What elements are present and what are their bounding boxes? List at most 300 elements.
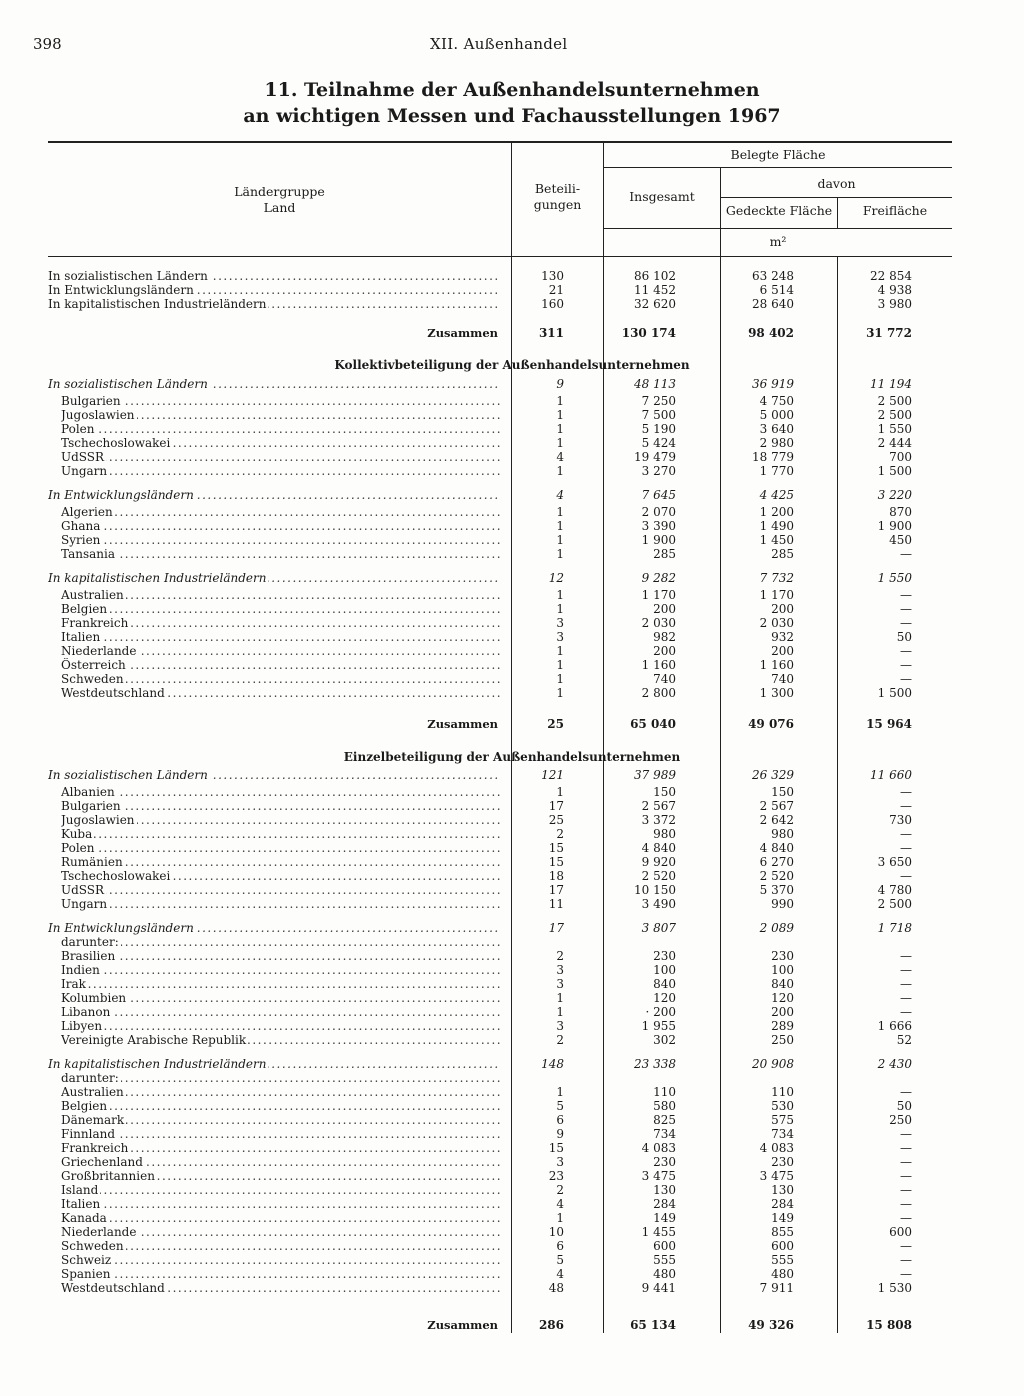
row-value-col2: 130: [653, 1183, 676, 1197]
row-value-col1: 1: [556, 1085, 564, 1099]
row-label: Belgien .....: [61, 602, 500, 616]
row-value-col4: 1 900: [877, 519, 912, 533]
row-value-col2: 150: [653, 785, 676, 799]
row-value-col2: 230: [653, 949, 676, 963]
row-value-col3: 1 300: [759, 686, 794, 700]
row-value-col3: 734: [771, 1127, 794, 1141]
row-value-col2: 9 282: [641, 571, 676, 585]
row-value-col4: —: [900, 658, 912, 672]
row-label: In Entwicklungsländern .....: [48, 488, 500, 502]
row-label: Schweden .....: [61, 1239, 500, 1253]
row-value-col1: 3: [556, 1155, 564, 1169]
row-label: In Entwicklungsländern .....: [48, 283, 500, 297]
group-row: [0, 571, 1024, 585]
header-insgesamt: Insgesamt: [629, 189, 695, 204]
row-value-col1: 3: [556, 1019, 564, 1033]
row-value-col3: 285: [771, 547, 794, 561]
row-value-col2: 3 475: [641, 1169, 676, 1183]
row-value-col3: 4 425: [759, 488, 794, 502]
row-value-col3: 2 980: [759, 436, 794, 450]
row-label: Kolumbien .....: [61, 991, 500, 1005]
row-value-col1: 4: [556, 488, 564, 502]
row-value-col2: 7 500: [641, 408, 676, 422]
row-value-col2: 65 040: [630, 717, 676, 731]
row-value-col1: 1: [556, 547, 564, 561]
row-value-col3: 230: [771, 949, 794, 963]
row-value-col1: 4: [556, 450, 564, 464]
row-label: Niederlande .....: [61, 1225, 500, 1239]
row-value-col3: 110: [771, 1085, 794, 1099]
row-value-col3: 18 779: [752, 450, 794, 464]
row-value-col2: 284: [653, 1197, 676, 1211]
table-row: [0, 602, 1024, 616]
row-label: Schweden .....: [61, 672, 500, 686]
row-label: Italien .....: [61, 1197, 500, 1211]
row-value-col2: 302: [653, 1033, 676, 1047]
row-value-col1: 1: [556, 533, 564, 547]
header-unit: m²: [769, 234, 787, 249]
table-row: [0, 686, 1024, 700]
row-label: Jugoslawien .....: [61, 813, 500, 827]
table-row: [0, 977, 1024, 991]
row-value-col3: 250: [771, 1033, 794, 1047]
table-row: [0, 841, 1024, 855]
table-row: [0, 644, 1024, 658]
page-number: 398: [33, 35, 62, 53]
table-row: [0, 519, 1024, 533]
row-value-col4: 1 550: [877, 422, 912, 436]
row-value-col1: 1: [556, 658, 564, 672]
row-value-col3: 1 160: [759, 658, 794, 672]
row-value-col1: 17: [548, 921, 564, 935]
row-value-col3: 1 490: [759, 519, 794, 533]
row-label: Österreich .....: [61, 658, 500, 672]
row-value-col4: —: [900, 963, 912, 977]
table-row: [0, 1127, 1024, 1141]
row-label: Westdeutschland .....: [61, 1281, 500, 1295]
row-value-col4: 2 500: [877, 897, 912, 911]
row-value-col2: 7 250: [641, 394, 676, 408]
row-label: Italien .....: [61, 630, 500, 644]
note-row: [0, 1071, 1024, 1085]
unit-rule: [604, 228, 952, 229]
row-value-col3: 49 076: [748, 717, 794, 731]
table-title-line1: 11. Teilnahme der Außenhandelsunternehmen: [264, 79, 760, 101]
table-row: [0, 1085, 1024, 1099]
row-value-col2: 4 083: [641, 1141, 676, 1155]
row-value-col3: 6 514: [759, 283, 794, 297]
table-row: [0, 785, 1024, 799]
group-row: [0, 768, 1024, 782]
row-value-col1: 1: [556, 588, 564, 602]
table-row: [0, 658, 1024, 672]
running-head: XII. Außenhandel: [430, 35, 568, 53]
note-row: [0, 935, 1024, 949]
row-label: Jugoslawien .....: [61, 408, 500, 422]
row-value-col1: 1: [556, 672, 564, 686]
row-value-col3: 530: [771, 1099, 794, 1113]
table-row: [0, 533, 1024, 547]
row-label: Belgien .....: [61, 1099, 500, 1113]
section-title-einzel: Einzelbeteiligung der Außenhandelsunternehmen: [343, 750, 681, 764]
table-row: [0, 547, 1024, 561]
row-value-col3: 63 248: [752, 269, 794, 283]
row-value-col2: 740: [653, 672, 676, 686]
row-value-col1: 2: [556, 827, 564, 841]
row-value-col4: 1 550: [877, 571, 912, 585]
row-value-col4: —: [900, 644, 912, 658]
row-value-col3: 1 200: [759, 505, 794, 519]
row-value-col2: 555: [653, 1253, 676, 1267]
row-value-col1: 5: [556, 1253, 564, 1267]
row-label: Australien .....: [61, 588, 500, 602]
row-value-col1: 9: [556, 1127, 564, 1141]
row-value-col4: 700: [889, 450, 912, 464]
row-value-col2: 3 390: [641, 519, 676, 533]
row-value-col2: 10 150: [634, 883, 676, 897]
table-row: [0, 588, 1024, 602]
group-row: [0, 1057, 1024, 1071]
section-title-kollektiv: Kollektivbeteiligung der Außenhandelsunternehmen: [334, 358, 690, 372]
row-value-col1: 130: [541, 269, 564, 283]
row-value-col2: 65 134: [630, 1318, 676, 1332]
table-row: [0, 1183, 1024, 1197]
row-value-col2: 825: [653, 1113, 676, 1127]
row-value-col4: —: [900, 841, 912, 855]
row-value-col2: · 200: [645, 1005, 676, 1019]
row-label: Bulgarien .....: [61, 799, 500, 813]
row-value-col2: 48 113: [634, 377, 676, 391]
row-label: Libanon .....: [61, 1005, 500, 1019]
table-row: [0, 505, 1024, 519]
row-value-col1: 5: [556, 1099, 564, 1113]
row-value-col3: 36 919: [752, 377, 794, 391]
row-value-col4: 2 444: [877, 436, 912, 450]
row-value-col3: 200: [771, 602, 794, 616]
row-label: Ungarn .....: [61, 897, 500, 911]
table-row: [0, 949, 1024, 963]
row-label: Tschechoslowakei .....: [61, 869, 500, 883]
row-label: Ghana .....: [61, 519, 500, 533]
row-label: Spanien .....: [61, 1267, 500, 1281]
row-value-col3: 130: [771, 1183, 794, 1197]
row-label: Australien .....: [61, 1085, 500, 1099]
row-value-col1: 3: [556, 616, 564, 630]
row-value-col1: 48: [548, 1281, 564, 1295]
row-label: Schweiz .....: [61, 1253, 500, 1267]
row-value-col1: 121: [541, 768, 564, 782]
row-value-col4: 4 780: [877, 883, 912, 897]
table-title-line2: an wichtigen Messen und Fachausstellungen 1967: [243, 105, 781, 127]
row-value-col2: 3 270: [641, 464, 676, 478]
row-label: Albanien .....: [61, 785, 500, 799]
row-value-col2: 2 070: [641, 505, 676, 519]
row-label: Dänemark .....: [61, 1113, 500, 1127]
table-row: [0, 1239, 1024, 1253]
row-value-col4: —: [900, 1183, 912, 1197]
row-value-col1: 21: [548, 283, 564, 297]
summary-row: [0, 297, 1024, 311]
row-value-col3: 4 750: [759, 394, 794, 408]
row-value-col4: —: [900, 785, 912, 799]
row-value-col4: —: [900, 1197, 912, 1211]
row-value-col1: 160: [541, 297, 564, 311]
row-value-col2: 1 170: [641, 588, 676, 602]
row-value-col4: —: [900, 616, 912, 630]
row-value-col4: —: [900, 977, 912, 991]
row-value-col3: 1 170: [759, 588, 794, 602]
row-value-col2: 3 490: [641, 897, 676, 911]
section2-total-row: [0, 1318, 1024, 1332]
row-value-col1: 11: [548, 897, 564, 911]
row-value-col4: 2 500: [877, 394, 912, 408]
row-value-col1: 2: [556, 1183, 564, 1197]
table-row: [0, 1267, 1024, 1281]
table-row: [0, 813, 1024, 827]
row-value-col4: —: [900, 1085, 912, 1099]
row-value-col3: 26 329: [752, 768, 794, 782]
row-value-col1: 3: [556, 963, 564, 977]
row-label: Frankreich .....: [61, 1141, 500, 1155]
row-label: Polen .....: [61, 841, 500, 855]
row-value-col1: 311: [538, 326, 564, 340]
group-row: [0, 377, 1024, 391]
table-row: [0, 1169, 1024, 1183]
row-label: Algerien .....: [61, 505, 500, 519]
group-row: [0, 488, 1024, 502]
row-label: Brasilien .....: [61, 949, 500, 963]
row-label: Frankreich .....: [61, 616, 500, 630]
table-row: [0, 630, 1024, 644]
row-value-col2: 32 620: [634, 297, 676, 311]
row-value-col3: 28 640: [752, 297, 794, 311]
row-value-col2: 1 160: [641, 658, 676, 672]
table-row: [0, 897, 1024, 911]
row-value-col3: 150: [771, 785, 794, 799]
row-label: Syrien .....: [61, 533, 500, 547]
row-value-col4: —: [900, 1169, 912, 1183]
row-value-col1: 4: [556, 1197, 564, 1211]
row-value-col1: 4: [556, 1267, 564, 1281]
row-value-col4: —: [900, 602, 912, 616]
row-label: Irak .....: [61, 977, 500, 991]
row-value-col2: 2 520: [641, 869, 676, 883]
row-value-col3: 740: [771, 672, 794, 686]
row-value-col3: 7 732: [759, 571, 794, 585]
row-value-col3: 4 083: [759, 1141, 794, 1155]
row-value-col3: 7 911: [759, 1281, 794, 1295]
table-row: [0, 464, 1024, 478]
row-value-col2: 230: [653, 1155, 676, 1169]
row-value-col4: —: [900, 1239, 912, 1253]
row-value-col3: 855: [771, 1225, 794, 1239]
table-row: [0, 1005, 1024, 1019]
table-row: [0, 1225, 1024, 1239]
row-value-col2: 7 645: [641, 488, 676, 502]
row-value-col3: 2 642: [759, 813, 794, 827]
row-value-col4: 870: [889, 505, 912, 519]
row-value-col3: 575: [771, 1113, 794, 1127]
row-value-col3: 230: [771, 1155, 794, 1169]
row-value-col4: —: [900, 1005, 912, 1019]
row-value-col2: 110: [653, 1085, 676, 1099]
row-value-col4: 3 650: [877, 855, 912, 869]
row-value-col1: 1: [556, 602, 564, 616]
row-value-col4: —: [900, 1127, 912, 1141]
table-row: [0, 855, 1024, 869]
header-freiflaeche: Freifläche: [862, 203, 928, 218]
summary-row: [0, 283, 1024, 297]
row-value-col1: 1: [556, 519, 564, 533]
row-value-col4: 4 938: [877, 283, 912, 297]
row-label: Bulgarien .....: [61, 394, 500, 408]
row-label: In kapitalistischen Industrieländern .....: [48, 297, 500, 311]
table-row: [0, 616, 1024, 630]
row-value-col4: 3 980: [877, 297, 912, 311]
row-value-col4: 15 964: [866, 717, 912, 731]
row-value-col2: 11 452: [634, 283, 676, 297]
row-value-col4: 1 718: [877, 921, 912, 935]
row-value-col4: 31 772: [866, 326, 912, 340]
row-value-col4: 52: [896, 1033, 912, 1047]
table-row: [0, 1253, 1024, 1267]
row-value-col2: 120: [653, 991, 676, 1005]
row-label: Griechenland .....: [61, 1155, 500, 1169]
row-value-col4: 450: [889, 533, 912, 547]
table-row: [0, 394, 1024, 408]
row-value-col1: 10: [548, 1225, 564, 1239]
row-value-col2: 100: [653, 963, 676, 977]
row-value-col1: 25: [548, 813, 564, 827]
row-value-col3: 284: [771, 1197, 794, 1211]
row-value-col1: 1: [556, 1005, 564, 1019]
row-value-col4: —: [900, 547, 912, 561]
row-value-col1: 148: [541, 1057, 564, 1071]
row-value-col1: 1: [556, 505, 564, 519]
row-value-col3: 200: [771, 1005, 794, 1019]
header-beteiligungen: Beteili- gungen: [533, 181, 582, 212]
row-value-col1: 15: [548, 1141, 564, 1155]
row-value-col3: 200: [771, 644, 794, 658]
group-row: [0, 921, 1024, 935]
row-value-col2: 1 455: [641, 1225, 676, 1239]
table-row: [0, 1099, 1024, 1113]
summary-total-row: [0, 326, 1024, 340]
row-value-col1: 6: [556, 1113, 564, 1127]
belegte-rule: [604, 167, 952, 168]
table-row: [0, 963, 1024, 977]
row-value-col1: 1: [556, 436, 564, 450]
table-row: [0, 883, 1024, 897]
row-value-col3: 1 770: [759, 464, 794, 478]
header-davon: davon: [817, 176, 856, 191]
row-value-col1: 1: [556, 422, 564, 436]
header-gedeckte-flaeche: Gedeckte Fläche: [725, 203, 833, 218]
row-label: Finnland .....: [61, 1127, 500, 1141]
table-row: [0, 799, 1024, 813]
row-value-col1: 1: [556, 408, 564, 422]
row-label: In kapitalistischen Industrieländern .....: [48, 1057, 500, 1071]
row-value-col4: 1 500: [877, 464, 912, 478]
row-value-col2: 1 955: [641, 1019, 676, 1033]
row-value-col2: 130 174: [621, 326, 676, 340]
row-value-col4: 50: [896, 1099, 912, 1113]
row-value-col4: 11 660: [870, 768, 912, 782]
row-value-col1: 6: [556, 1239, 564, 1253]
table-row: [0, 450, 1024, 464]
row-value-col1: 12: [548, 571, 564, 585]
row-value-col4: 2 430: [877, 1057, 912, 1071]
row-label: darunter: .....: [61, 935, 500, 949]
row-value-col3: 2 089: [759, 921, 794, 935]
row-label: In sozialistischen Ländern .....: [48, 377, 500, 391]
row-value-col2: 600: [653, 1239, 676, 1253]
row-value-col3: 3 640: [759, 422, 794, 436]
row-label: In sozialistischen Ländern .....: [48, 768, 500, 782]
row-value-col2: 23 338: [634, 1057, 676, 1071]
table-row: [0, 1033, 1024, 1047]
row-value-col1: 9: [556, 377, 564, 391]
row-value-col3: 840: [771, 977, 794, 991]
row-value-col1: 25: [547, 717, 564, 731]
row-value-col4: 15 808: [866, 1318, 912, 1332]
row-value-col3: 932: [771, 630, 794, 644]
row-label: Kanada .....: [61, 1211, 500, 1225]
row-value-col3: 3 475: [759, 1169, 794, 1183]
row-value-col1: 1: [556, 991, 564, 1005]
row-value-col4: —: [900, 827, 912, 841]
row-value-col4: 2 500: [877, 408, 912, 422]
row-value-col4: 600: [889, 1225, 912, 1239]
row-label: Indien .....: [61, 963, 500, 977]
row-value-col4: 1 666: [877, 1019, 912, 1033]
row-label: Ungarn .....: [61, 464, 500, 478]
row-value-col1: 1: [556, 1211, 564, 1225]
row-value-col2: 37 989: [634, 768, 676, 782]
row-label: Island .....: [61, 1183, 500, 1197]
row-value-col2: 5 424: [641, 436, 676, 450]
row-label: Zusammen: [427, 1318, 498, 1332]
row-value-col4: 1 530: [877, 1281, 912, 1295]
header-stub: Ländergruppe Land: [234, 184, 325, 215]
row-value-col3: 480: [771, 1267, 794, 1281]
row-value-col1: 1: [556, 644, 564, 658]
row-value-col3: 100: [771, 963, 794, 977]
table-row: [0, 1019, 1024, 1033]
row-label: Rumänien .....: [61, 855, 500, 869]
table-row: [0, 1113, 1024, 1127]
row-value-col2: 86 102: [634, 269, 676, 283]
row-label: Großbritannien .....: [61, 1169, 500, 1183]
row-value-col4: 730: [889, 813, 912, 827]
table-row: [0, 1141, 1024, 1155]
row-value-col1: 1: [556, 686, 564, 700]
row-value-col3: 289: [771, 1019, 794, 1033]
row-value-col3: 20 908: [752, 1057, 794, 1071]
table-row: [0, 672, 1024, 686]
row-value-col1: 2: [556, 949, 564, 963]
row-value-col1: 17: [548, 799, 564, 813]
row-value-col4: —: [900, 1141, 912, 1155]
row-value-col3: 2 567: [759, 799, 794, 813]
row-label: Kuba .....: [61, 827, 500, 841]
row-value-col2: 285: [653, 547, 676, 561]
row-value-col3: 980: [771, 827, 794, 841]
row-label: Polen .....: [61, 422, 500, 436]
row-label: darunter: .....: [61, 1071, 500, 1085]
row-label: Zusammen: [427, 717, 498, 731]
row-label: Tschechoslowakei .....: [61, 436, 500, 450]
